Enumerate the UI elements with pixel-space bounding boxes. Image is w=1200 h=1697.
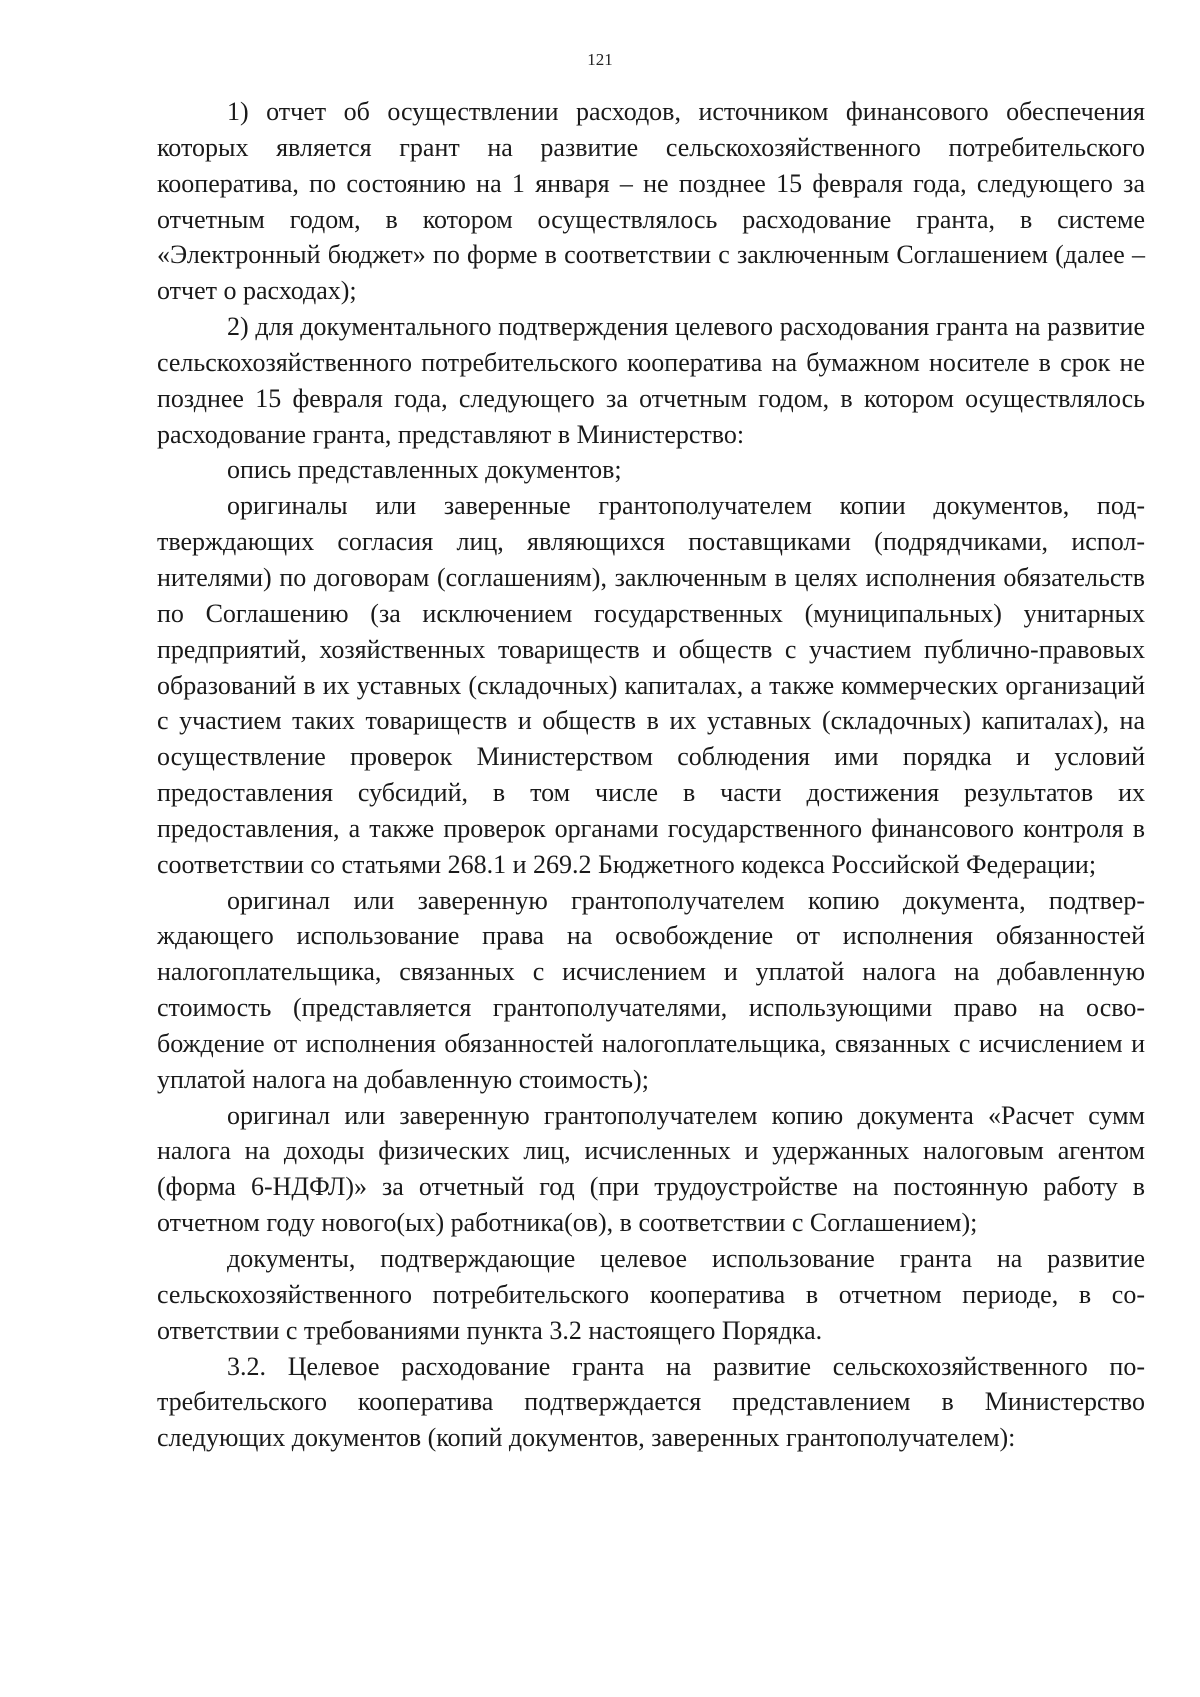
paragraph-supplier-consents: оригиналы или заверенные грантополучателем копии документов, подтверждающих согласия лиц, являющихся поставщиками (подрядчиками, исполнителями) по договорам (соглашениям), заключенным в целях исполнения обязательств по Соглашению (за исключением государственных (муниципальных) унитарных предприятий, хозяйственных товариществ и обществ с участием публично-правовых образований в их уставных (складочных) капиталах, а также коммерческих организаций с участием таких товариществ и обществ в их уставных (складочных) капиталах), на осуществление проверок Министерством соблюдения ими порядка и условий предоставления субсидий, в том числе в части достижения результатов их предоставления, а также проверок органами государственного финансового контроля в соответствии со статьями 268.1 и 269.2 Бюджетного кодекса Российской Федерации;	[157, 491, 1145, 879]
paragraph-documentary-confirmation: 2) для документального подтверждения целевого расходования гранта на развитие сельскохозяйственного потребительского кооператива на бумажном носителе в срок не позднее 15 февраля года, следующего за отчетным годом, в котором осуществлялось расходование гранта, представляют в Министерство:	[157, 312, 1145, 449]
paragraph-target-use-docs: документы, подтверждающие целевое использование гранта на развитие сельскохозяйственного потребительского кооператива в отчетном периоде, в соответствии с требованиями пункта 3.2 настоящего Порядка.	[157, 1244, 1145, 1345]
paragraph-6ndfl: оригинал или заверенную грантополучателем копию документа «Расчет сумм налога на доходы физических лиц, исчисленных и удержанных налоговым агентом (форма 6-НДФЛ)» за отчетный год (при трудоустройстве на постоянную работу в отчетном году нового(ых) работника(ов), в соответствии с Соглашением);	[157, 1100, 1145, 1238]
paragraph-inventory: опись представленных документов;	[227, 455, 622, 485]
paragraph-vat-exemption: оригинал или заверенную грантополучателем копию документа, подтверждающего использование права на освобождение от исполнения обязанностей налогоплательщика, связанных с исчислением и уплатой налога на добавленную стоимость (представляется грантополучателями, использующими право на освобождение от исполнения обязанностей налогоплательщика, связанных с исчислением и уплатой налога на добавленную стоимость);	[157, 885, 1145, 1094]
page-number: 121	[587, 50, 613, 69]
paragraph-report-expenses: 1) отчет об осуществлении расходов, источником финансового обеспечения которых является грант на развитие сельскохозяйственного потребительского кооператива, по состоянию на 1 января – не позднее 15 февраля года, следующего за отчетным годом, в котором осуществлялось расходование гранта, в системе «Электронный бюджет» по форме в соответствии с заключенным Соглашением (далее – отчет о расходах);	[157, 97, 1145, 306]
document-body	[157, 94, 1145, 1456]
paragraph-section-3-2: 3.2. Целевое расходование гранта на развитие сельскохозяйственного потребительского кооператива подтверждается представлением в Министерство следующих документов (копий документов, заверенных грантополучателем):	[157, 1351, 1145, 1453]
